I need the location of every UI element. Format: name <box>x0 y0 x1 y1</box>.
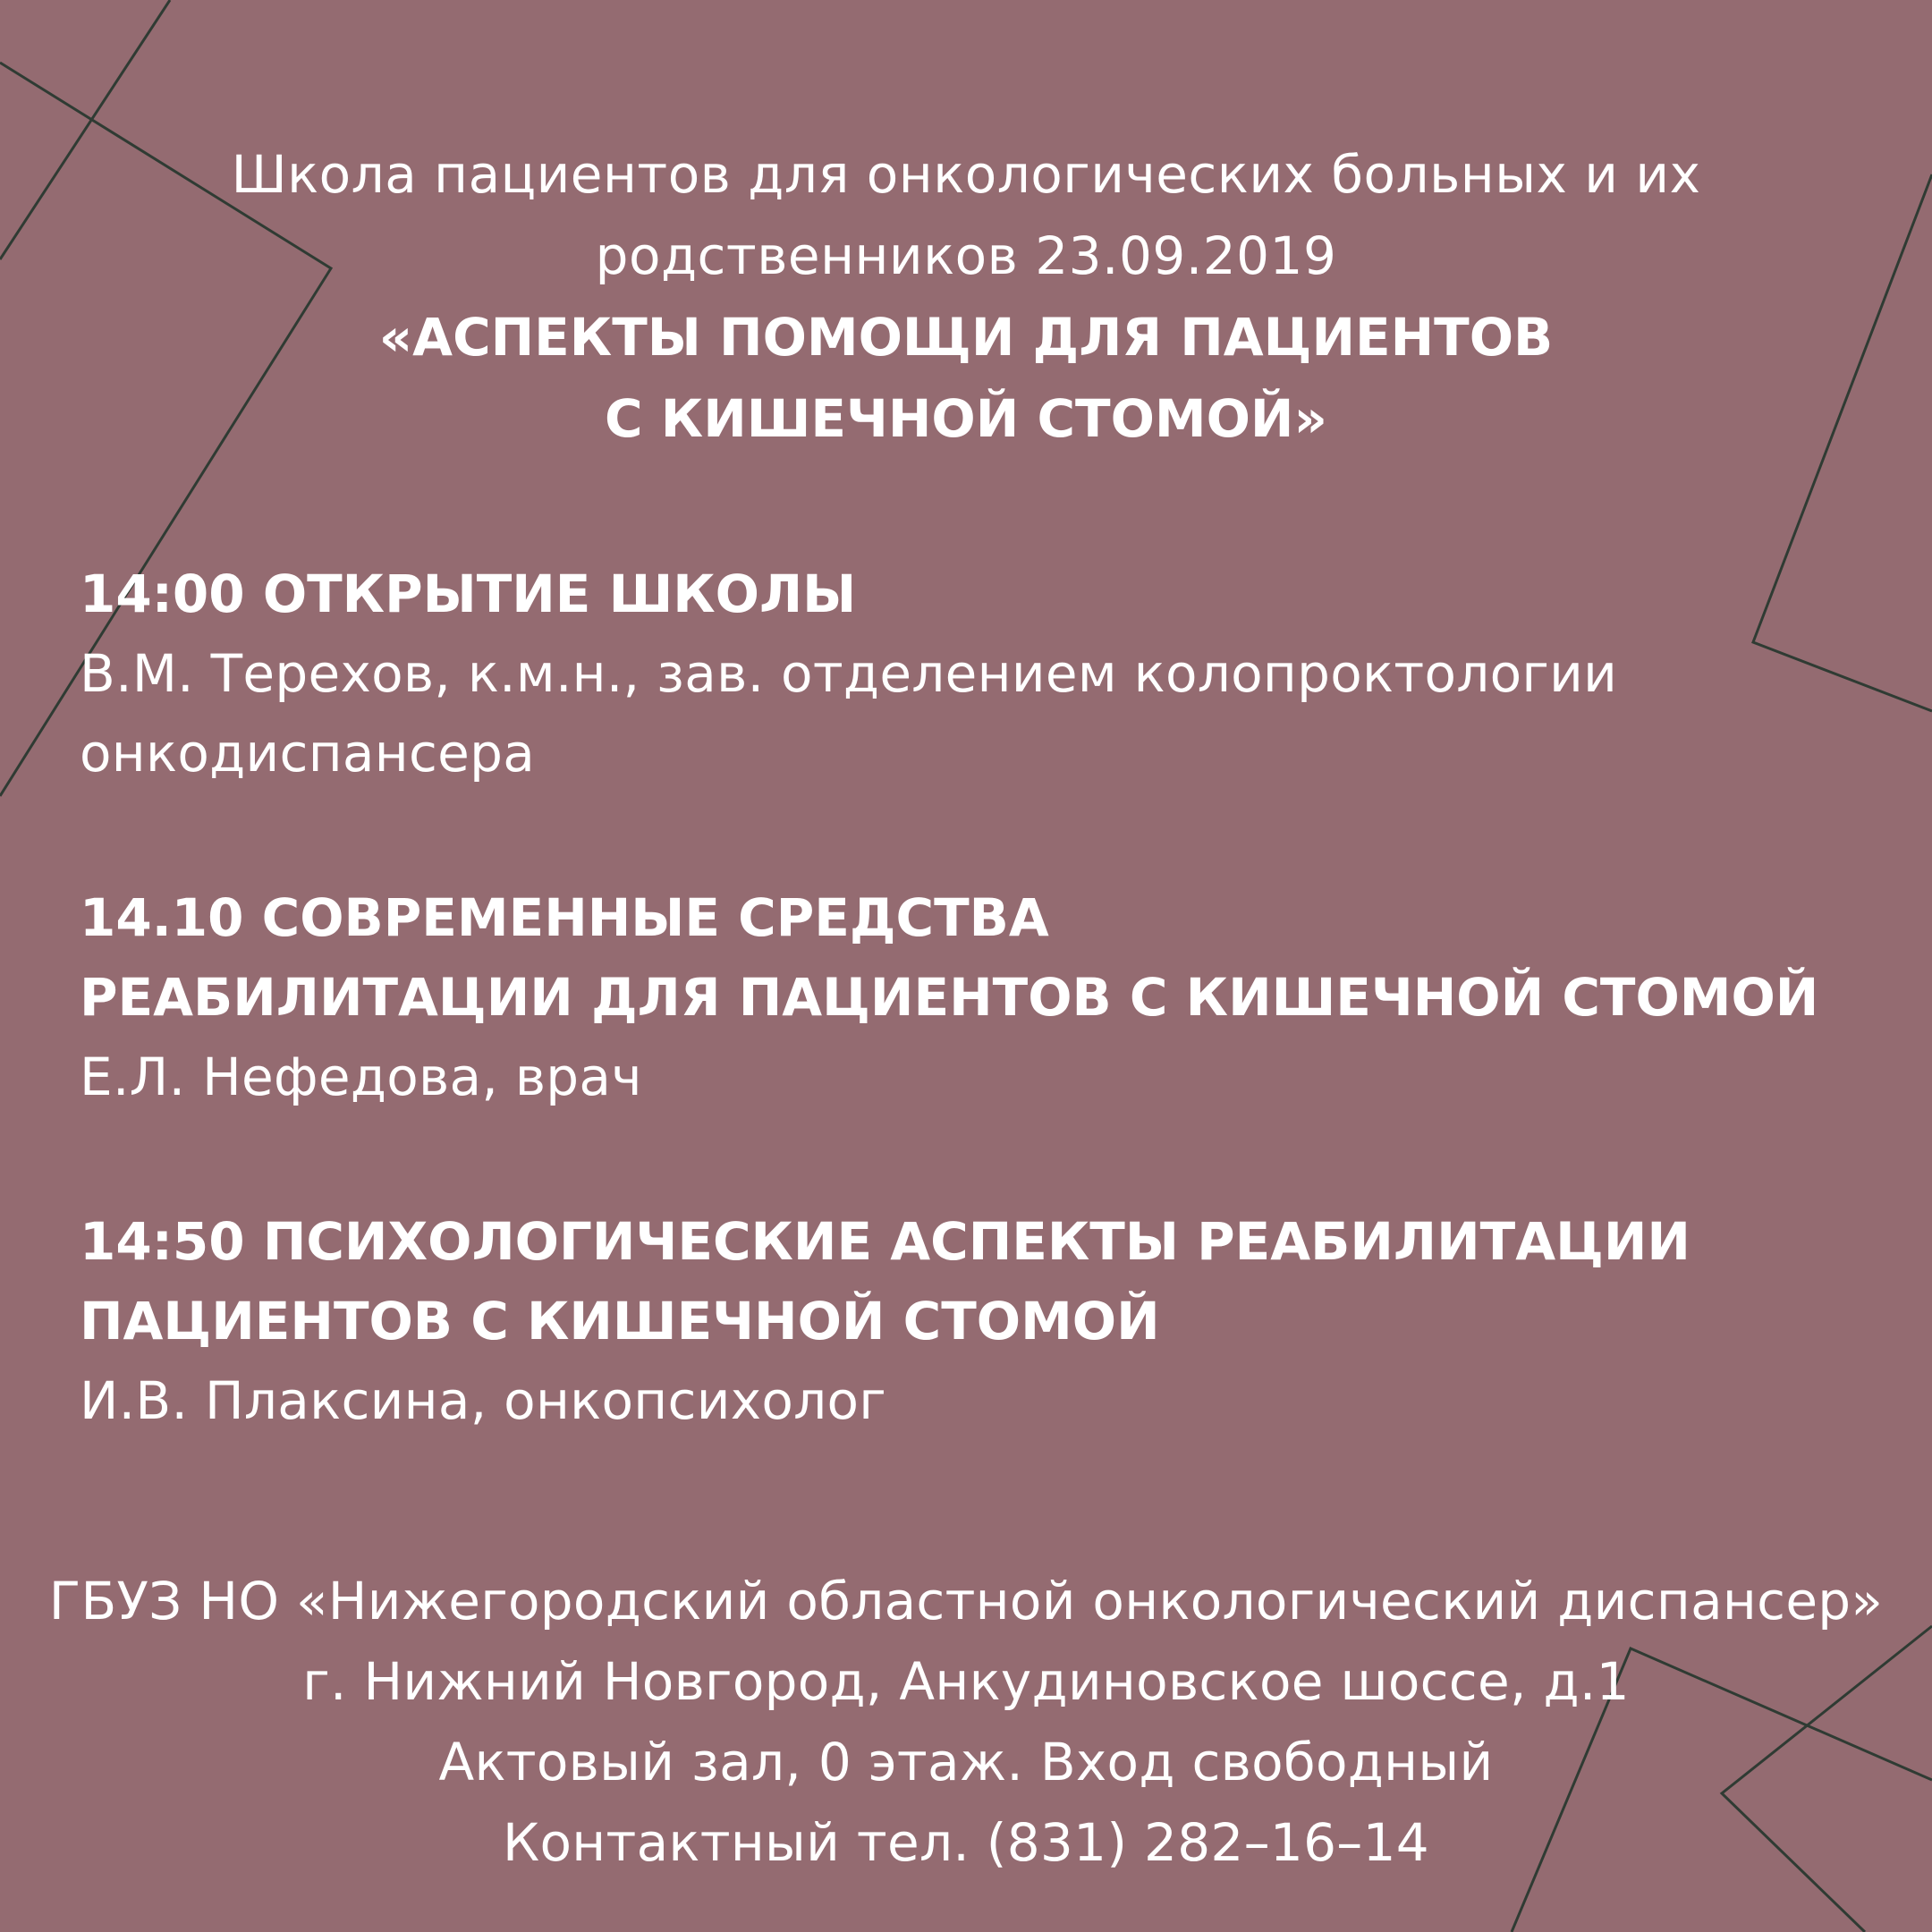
title-line-2: С КИШЕЧНОЙ СТОМОЙ» <box>605 388 1327 449</box>
program-item <box>80 878 1868 1117</box>
organization-name: ГБУЗ НО «Нижегородский областной онкологический диспансер» <box>48 1571 1884 1631</box>
venue: Актовый зал, 0 этаж. Вход свободный <box>438 1732 1494 1792</box>
program-heading: 14:50 ПСИХОЛОГИЧЕСКИЕ АСПЕКТЫ РЕАБИЛИТАЦИИ <box>80 1211 1690 1272</box>
address: г. Нижний Новгород, Анкудиновское шоссе, д.1 <box>302 1651 1630 1712</box>
program-item <box>80 1202 1868 1441</box>
title-line-1: «АСПЕКТЫ ПОМОЩИ ДЛЯ ПАЦИЕНТОВ <box>378 307 1554 368</box>
program-heading: 14.10 СОВРЕМЕННЫЕ СРЕДСТВА <box>80 887 1049 948</box>
subtitle-line-2: родственников 23.09.2019 <box>595 225 1337 286</box>
program-item <box>80 555 1868 793</box>
program-heading: 14:00 ОТКРЫТИЕ ШКОЛЫ <box>80 564 857 624</box>
program-heading: ПАЦИЕНТОВ С КИШЕЧНОЙ СТОМОЙ <box>80 1291 1160 1352</box>
footer <box>0 1561 1932 1883</box>
header <box>0 134 1932 460</box>
subtitle-line-1: Школа пациентов для онкологических больных и их <box>231 144 1701 205</box>
program-heading: РЕАБИЛИТАЦИИ ДЛЯ ПАЦИЕНТОВ С КИШЕЧНОЙ СТОМОЙ <box>80 967 1819 1028</box>
program-list <box>80 555 1868 1526</box>
contact-phone: Контактный тел. (831) 282–16–14 <box>503 1812 1429 1873</box>
program-speaker: В.М. Терехов, к.м.н., зав. отделением колопроктологии <box>80 643 1618 704</box>
program-speaker: онкодиспансера <box>80 723 536 784</box>
program-speaker: И.В. Плаксина, онкопсихолог <box>80 1370 887 1431</box>
program-speaker: Е.Л. Нефедова, врач <box>80 1046 642 1107</box>
